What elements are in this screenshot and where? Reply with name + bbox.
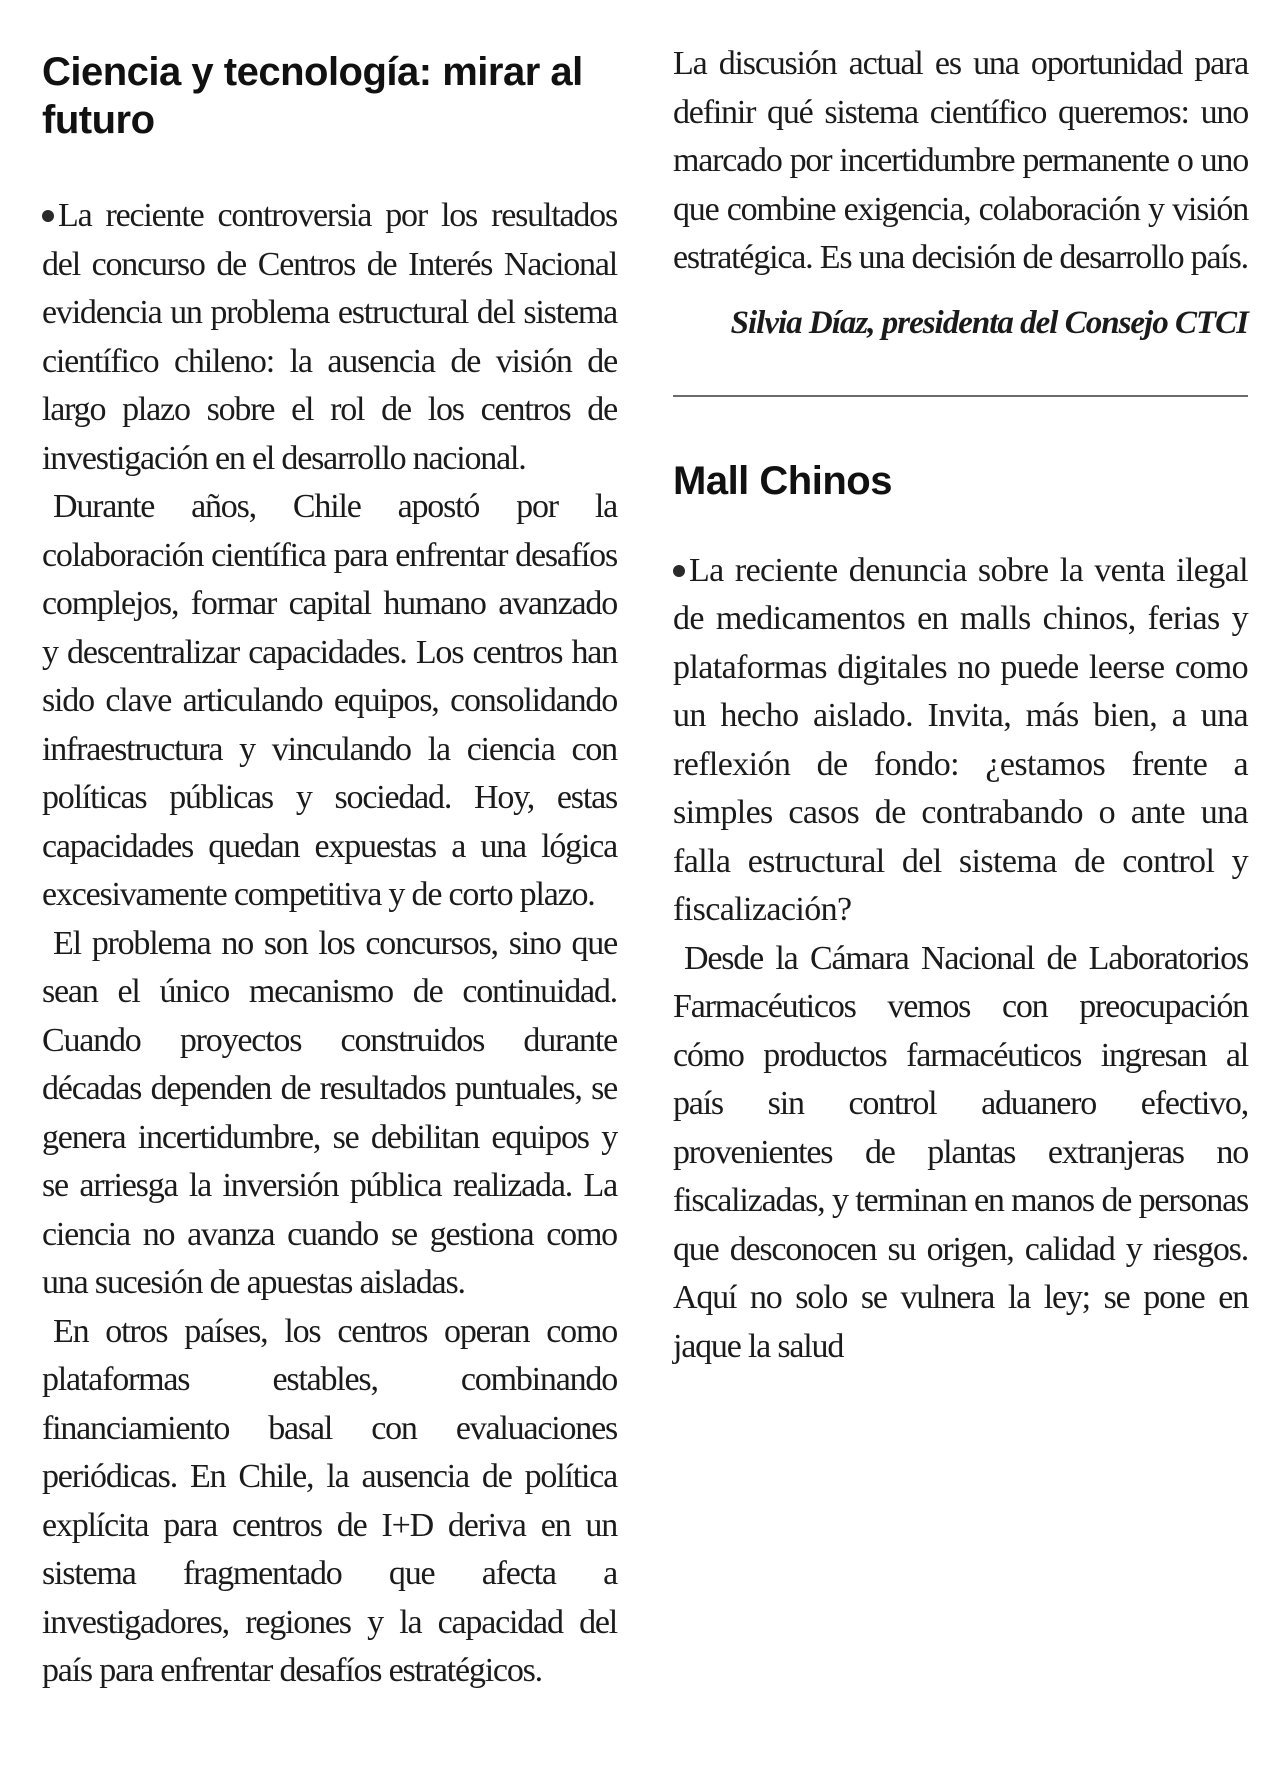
- article-body: [673, 547, 1248, 1372]
- section-divider: [673, 395, 1248, 397]
- article-body: [42, 192, 617, 1696]
- bullet-icon: [42, 210, 54, 222]
- paragraph: La reciente denuncia sobre la venta ilegal de medicamentos en malls chinos, ferias y plataformas digitales no puede leerse como un hecho aislado. Invita, más bien, a una reflexión de fondo: ¿estamos frente a simples casos de contrabando o ante una falla estructural del sistema de control y fiscalización?: [673, 551, 1248, 928]
- paragraph: La discusión actual es una oportunidad para definir qué sistema científico queremos: uno marcado por incertidumbre permanente o uno que combine exigencia, colaboración y visión estratégica. Es una decisión de desarrollo país.: [673, 45, 1248, 276]
- article-title: Ciencia y tecnología: mirar al futuro: [42, 50, 583, 142]
- paragraph: El problema no son los concursos, sino que sean el único mecanismo de continuidad. Cuando proyectos construidos durante décadas dependen de resultados puntuales, se genera incertidumbre, se debilitan equipos y se arriesga la inversión pública realizada. La ciencia no avanza cuando se gestiona como una sucesión de apuestas aisladas.: [42, 924, 617, 1301]
- article-title: Mall Chinos: [673, 458, 892, 503]
- left-column: [42, 40, 617, 1696]
- right-column: [673, 40, 1248, 1371]
- paragraph: En otros países, los centros operan como plataformas estables, combinando financiamiento basal con evaluaciones periódicas. En Chile, la ausencia de política explícita para centros de I+D deriva en un sistema fragmentado que afecta a investigadores, regiones y la capacidad del país para enfrentar desafíos estratégicos.: [42, 1312, 617, 1689]
- paragraph: La reciente controversia por los resultados del concurso de Centros de Interés Nacional evidencia un problema estructural del sistema científico chileno: la ausencia de visión de largo plazo sobre el rol de los centros de investigación en el desarrollo nacional.: [42, 197, 617, 477]
- article-body-continued: [673, 40, 1248, 283]
- author-signature: Silvia Díaz, presidenta del Consejo CTCI: [730, 304, 1248, 341]
- bullet-icon: [673, 565, 685, 577]
- paragraph: Desde la Cámara Nacional de Laboratorios Farmacéuticos vemos con preocupación cómo productos farmacéuticos ingresan al país sin control aduanero efectivo, provenientes de plantas extranjeras no fiscalizadas, y terminan en manos de personas que desconocen su origen, calidad y riesgos. Aquí no solo se vulnera la ley; se pone en jaque la salud: [673, 939, 1248, 1365]
- paragraph: Durante años, Chile apostó por la colaboración científica para enfrentar desafíos complejos, formar capital humano avanzado y descentralizar capacidades. Los centros han sido clave articulando equipos, consolidando infraestructura y vinculando la ciencia con políticas públicas y sociedad. Hoy, estas capacidades quedan expuestas a una lógica excesivamente competitiva y de corto plazo.: [42, 488, 617, 913]
